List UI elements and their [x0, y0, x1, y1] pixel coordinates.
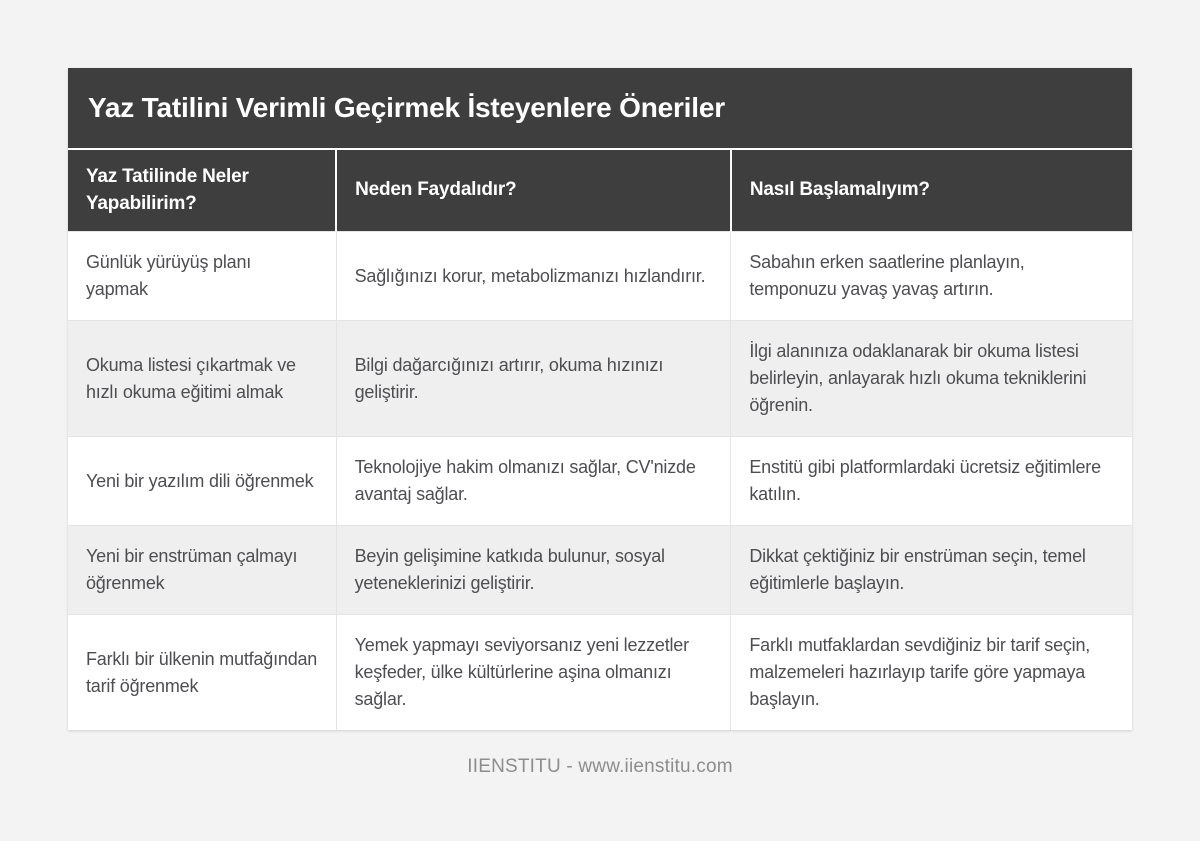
- cell-benefit: Teknolojiye hakim olmanızı sağlar, CV'nizde avantaj sağlar.: [336, 437, 731, 526]
- table-row: [68, 232, 1132, 321]
- cell-how-to-start: Dikkat çektiğiniz bir enstrüman seçin, temel eğitimlerle başlayın.: [731, 526, 1132, 615]
- cell-how-to-start: İlgi alanınıza odaklanarak bir okuma listesi belirleyin, anlayarak hızlı okuma tekniklerini öğrenin.: [731, 321, 1132, 437]
- table-row: [68, 437, 1132, 526]
- suggestions-table: [68, 150, 1132, 730]
- cell-benefit: Yemek yapmayı seviyorsanız yeni lezzetler keşfeder, ülke kültürlerine aşina olmanızı sağlar.: [336, 615, 731, 731]
- table-header-row: [68, 150, 1132, 232]
- table-row: [68, 526, 1132, 615]
- cell-activity: Okuma listesi çıkartmak ve hızlı okuma eğitimi almak: [68, 321, 336, 437]
- column-header-activity: Yaz Tatilinde Neler Yapabilirim?: [68, 150, 336, 232]
- cell-benefit: Sağlığınızı korur, metabolizmanızı hızlandırır.: [336, 232, 731, 321]
- watermark-text: IIENSTITU - www.iienstitu.com: [467, 756, 733, 778]
- cell-activity: Günlük yürüyüş planı yapmak: [68, 232, 336, 321]
- table-row: [68, 321, 1132, 437]
- cell-activity: Yeni bir yazılım dili öğrenmek: [68, 437, 336, 526]
- cell-how-to-start: Sabahın erken saatlerine planlayın, temponuzu yavaş yavaş artırın.: [731, 232, 1132, 321]
- cell-how-to-start: Enstitü gibi platformlardaki ücretsiz eğitimlere katılın.: [731, 437, 1132, 526]
- page-title: Yaz Tatilini Verimli Geçirmek İsteyenlere Öneriler: [68, 68, 1132, 148]
- column-header-benefit: Neden Faydalıdır?: [336, 150, 731, 232]
- table-row: [68, 615, 1132, 731]
- suggestions-table-card: [68, 68, 1132, 730]
- cell-benefit: Beyin gelişimine katkıda bulunur, sosyal yeteneklerinizi geliştirir.: [336, 526, 731, 615]
- cell-activity: Yeni bir enstrüman çalmayı öğrenmek: [68, 526, 336, 615]
- cell-activity: Farklı bir ülkenin mutfağından tarif öğrenmek: [68, 615, 336, 731]
- cell-benefit: Bilgi dağarcığınızı artırır, okuma hızınızı geliştirir.: [336, 321, 731, 437]
- cell-how-to-start: Farklı mutfaklardan sevdiğiniz bir tarif seçin, malzemeleri hazırlayıp tarife göre yapmaya başlayın.: [731, 615, 1132, 731]
- column-header-how-to-start: Nasıl Başlamalıyım?: [731, 150, 1132, 232]
